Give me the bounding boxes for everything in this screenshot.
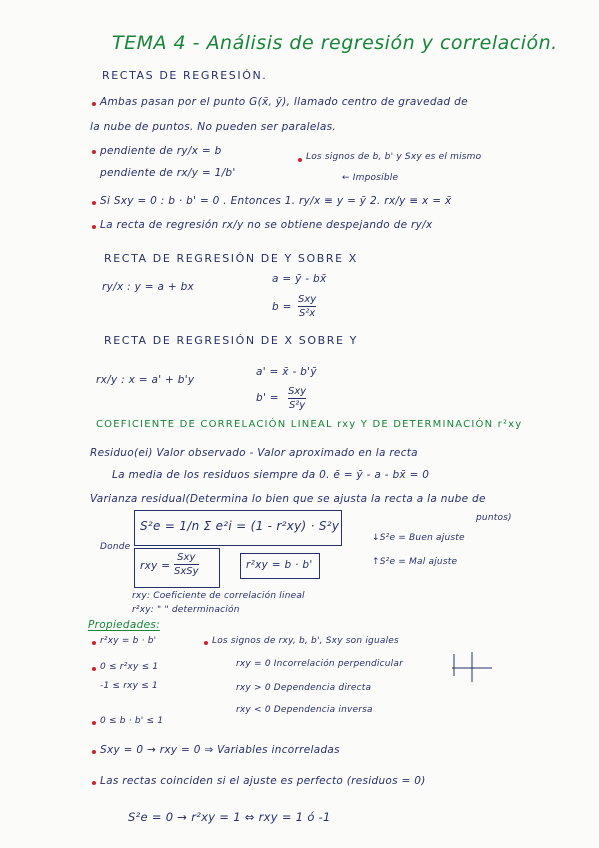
fraction <box>174 552 199 577</box>
property: rxy = 0 Incorrelación perpendicular <box>236 659 403 669</box>
bullet-icon <box>92 750 96 754</box>
bullet-icon <box>298 158 302 162</box>
note-line: Si Sxy = 0 : b · b' = 0 . Entonces 1. ry/x ≡ y = ȳ 2. rx/y ≡ x = x̄ <box>100 195 452 207</box>
page-title: TEMA 4 - Análisis de regresión y correlación. <box>112 32 558 54</box>
note-line: La recta de regresión rx/y no se obtiene despejando de ry/x <box>100 219 433 231</box>
section-heading-recta-yx: RECTA DE REGRESIÓN DE Y SOBRE X <box>104 252 358 265</box>
note-line: Residuo(ei) Valor observado - Valor aproximado en la recta <box>90 447 418 459</box>
bullet-icon <box>92 225 96 229</box>
formula: a' = x̄ - b'ȳ <box>256 366 317 378</box>
section-heading-rectas: RECTAS DE REGRESIÓN. <box>102 69 268 82</box>
section-heading-propiedades: Propiedades: <box>88 619 160 631</box>
note-line: ↑S²e = Mal ajuste <box>372 557 458 567</box>
note-line: Ambas pasan por el punto G(x̄, ȳ), llamado centro de gravedad de <box>100 96 468 108</box>
note-line: pendiente de rx/y = 1/b' <box>100 167 236 179</box>
bullet-icon <box>92 102 96 106</box>
bullet-icon <box>92 667 96 671</box>
section-heading-coeficiente: COEFICIENTE DE CORRELACIÓN LINEAL rxy Y DE DETERMINACIÓN r²xy <box>96 419 523 430</box>
formula: ry/x : y = a + bx <box>102 281 195 293</box>
formula: b = <box>272 301 292 313</box>
perpendicular-lines-sketch <box>450 650 494 684</box>
property: rxy < 0 Dependencia inversa <box>236 705 373 715</box>
fraction-denominator: S²y <box>288 400 306 411</box>
bullet-icon <box>92 721 96 725</box>
fraction-numerator: Sxy <box>288 386 307 397</box>
formula: rx/y : x = a' + b'y <box>96 374 195 386</box>
fraction-bar <box>174 564 199 565</box>
note-line: Varianza residual(Determina lo bien que se ajusta la recta a la nube de <box>90 493 486 505</box>
fraction <box>298 294 316 319</box>
note-line: puntos) <box>476 513 512 523</box>
property: Sxy = 0 → rxy = 0 ⇒ Variables incorreladas <box>100 744 340 756</box>
note-line: rxy: Coeficiente de correlación lineal <box>132 591 305 601</box>
formula: b' = <box>256 392 279 404</box>
bullet-icon <box>92 641 96 645</box>
property: Las rectas coinciden si el ajuste es perfecto (residuos = 0) <box>100 775 426 787</box>
note-line: ← Imposible <box>342 173 399 183</box>
fraction <box>288 386 306 411</box>
fraction-denominator: SxSy <box>174 566 199 577</box>
fraction-numerator: Sxy <box>177 552 196 563</box>
note-line: Los signos de b, b' y Sxy es el mismo <box>306 152 482 162</box>
section-heading-recta-xy: RECTA DE REGRESIÓN DE X SOBRE Y <box>104 334 358 347</box>
note-line: Donde <box>100 542 131 552</box>
property: -1 ≤ rxy ≤ 1 <box>100 681 158 691</box>
bullet-icon <box>92 201 96 205</box>
note-line: La media de los residuos siempre da 0. ē = ȳ - a - bx̄ = 0 <box>112 469 430 481</box>
formula: a = ȳ - bx̄ <box>272 273 327 285</box>
property: 0 ≤ b · b' ≤ 1 <box>100 716 164 726</box>
note-line: pendiente de ry/x = b <box>100 145 222 157</box>
formula: S²e = 0 → r²xy = 1 ⇔ rxy = 1 ó -1 <box>128 810 331 824</box>
fraction-bar <box>288 398 306 399</box>
formula: rxy = <box>140 560 171 572</box>
formula: r²xy = b · b' <box>246 559 313 571</box>
property: 0 ≤ r²xy ≤ 1 <box>100 662 159 672</box>
note-line: la nube de puntos. No pueden ser paralelas. <box>90 121 336 133</box>
property: rxy > 0 Dependencia directa <box>236 683 372 693</box>
fraction-numerator: Sxy <box>298 294 317 305</box>
property: r²xy = b · b' <box>100 636 157 646</box>
bullet-icon <box>92 150 96 154</box>
note-line: ↓S²e = Buen ajuste <box>372 533 465 543</box>
fraction-denominator: S²x <box>298 308 316 319</box>
formula: S²e = 1/n Σ e²i = (1 - r²xy) · S²y <box>140 519 340 533</box>
property: Los signos de rxy, b, b', Sxy son iguales <box>212 636 399 646</box>
bullet-icon <box>204 641 208 645</box>
bullet-icon <box>92 781 96 785</box>
fraction-bar <box>298 306 316 307</box>
note-line: r²xy: " " determinación <box>132 605 240 615</box>
